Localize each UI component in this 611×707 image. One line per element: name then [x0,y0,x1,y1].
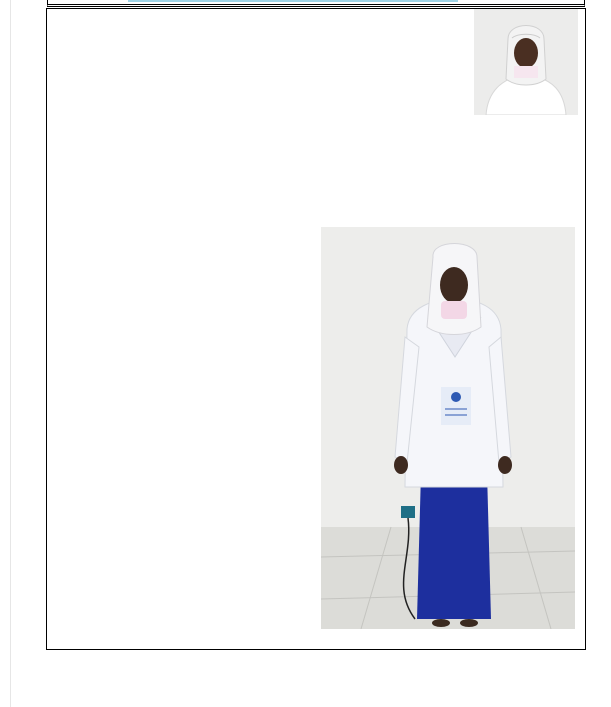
application-form [46,8,586,650]
applicant-full-photo [321,227,575,629]
top-border [47,0,585,7]
page-edge [10,0,11,707]
applicant-headshot [474,9,578,115]
